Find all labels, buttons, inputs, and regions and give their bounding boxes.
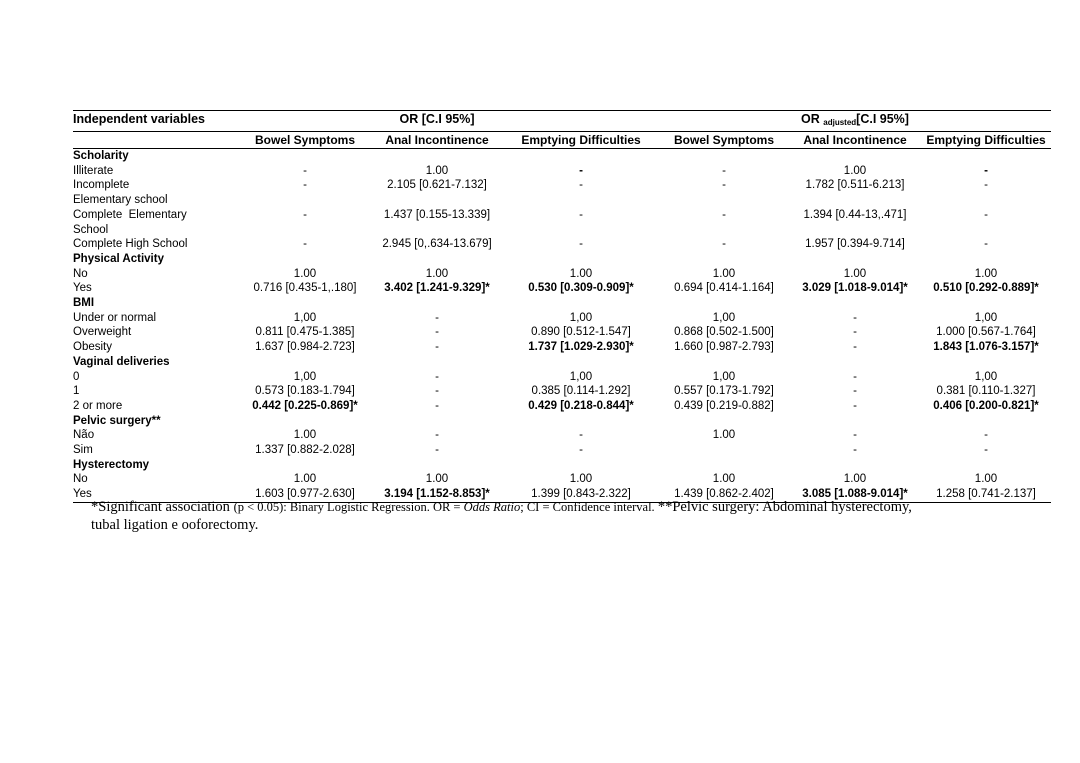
table-cell: 1.337 [0.882-2.028]: [255, 444, 355, 457]
table-row: [73, 325, 1051, 340]
table-cell: 1.00: [569, 473, 593, 486]
table-cell: 1.782 [0.511-6.213]: [805, 179, 905, 192]
section-row: [73, 149, 1051, 164]
table-cell: -: [579, 429, 583, 442]
row-label: Não: [73, 429, 95, 442]
header-or-adjusted-group: OR $_{adjusted}$[C.I 95%]: [789, 111, 921, 132]
header-or-group: OR [C.I 95%]: [371, 111, 503, 132]
table-cell: 2.945 [0,.634-13.679]: [382, 238, 492, 251]
table-cell: 1.00: [293, 473, 317, 486]
table-cell: -: [722, 208, 726, 221]
table-cell: -: [303, 164, 307, 177]
table-cell: -: [579, 179, 583, 192]
table-row: [73, 237, 1051, 252]
section-physical-activity: Physical Activity: [73, 252, 164, 265]
table-cell: 1,00: [974, 311, 998, 324]
table-row: [73, 443, 1051, 458]
table-footnote: [91, 498, 1051, 534]
row-label-continuation: Elementary school: [73, 194, 168, 207]
table-cell: 0.439 [0.219-0.882]: [674, 399, 774, 412]
table-cell: 1,00: [712, 311, 736, 324]
row-label: 0: [73, 370, 80, 383]
table-cell: [659, 443, 789, 458]
table-cell: 1.437 [0.155-13.339]: [383, 208, 491, 221]
table-cell: 1.00: [425, 164, 449, 177]
header-row-columns: [73, 132, 1051, 149]
table-row: [73, 267, 1051, 282]
table-cell: -: [984, 208, 988, 221]
table-cell: 1,00: [293, 370, 317, 383]
table-cell: 0.385 [0.114-1.292]: [531, 385, 631, 398]
table-cell: 0.381 [0.110-1.327]: [936, 385, 1036, 398]
table-cell: 1.00: [425, 267, 449, 280]
row-label: 2 or more: [73, 399, 123, 412]
table-cell-significant: 1.737 [1.029-2.930]*: [528, 341, 634, 354]
table-cell: 1,00: [712, 370, 736, 383]
table-cell: 1.00: [293, 267, 317, 280]
footnote-pelvic-surgery: **Pelvic surgery: Abdominal hysterectomy,: [657, 499, 912, 515]
row-label: Yes: [73, 487, 239, 502]
table-cell-significant: 0.442 [0.225-0.869]*: [252, 399, 358, 412]
table-cell: -: [853, 399, 857, 412]
section-row: [73, 252, 1051, 267]
table-row: [73, 311, 1051, 326]
table-cell-significant: 3.085 [1.088-9.014]*: [789, 487, 921, 502]
footnote-ci: ; CI = Confidence interval.: [520, 500, 658, 514]
table-cell: -: [303, 238, 307, 251]
table-cell: 1.603 [0.977-2.630]: [239, 487, 371, 502]
table-cell: 1.399 [0.843-2.322]: [503, 487, 659, 502]
table-cell: 1.637 [0.984-2.723]: [255, 341, 355, 354]
table-cell: 1,00: [569, 311, 593, 324]
header-row-groups: [73, 111, 1051, 132]
table-cell: -: [303, 179, 307, 192]
table-row: [73, 428, 1051, 443]
section-bmi: BMI: [73, 297, 95, 310]
row-label: Overweight: [73, 326, 132, 339]
footnote-significance: *Significant association: [91, 499, 234, 515]
table-cell: 1.00: [569, 267, 593, 280]
table-cell: 1.957 [0.394-9.714]: [805, 238, 905, 251]
table-cell: 1,00: [293, 311, 317, 324]
table-cell: -: [579, 208, 583, 221]
table-cell: -: [435, 429, 439, 442]
footnote-line2: tubal ligation e ooforectomy.: [91, 517, 259, 533]
table-cell: -: [579, 444, 583, 457]
table-cell: 0.557 [0.173-1.792]: [674, 385, 774, 398]
col-header-emptying-difficulties: Emptying Difficulties: [503, 132, 659, 149]
section-vaginal-deliveries: Vaginal deliveries: [73, 355, 170, 368]
col-header-anal-incontinence: Anal Incontinence: [371, 132, 503, 149]
table-cell: -: [853, 385, 857, 398]
table-row: [73, 178, 1051, 193]
table-cell: -: [435, 444, 439, 457]
table-cell: 1.394 [0.44-13,.471]: [803, 208, 907, 221]
table-cell: -: [984, 444, 988, 457]
section-scholarity: Scholarity: [73, 150, 129, 162]
table-cell: -: [984, 164, 988, 177]
row-label: Complete Elementary: [73, 208, 187, 221]
table-cell: 1.00: [712, 429, 736, 442]
table-cell: 0.868 [0.502-1.500]: [674, 326, 774, 339]
table-cell: -: [984, 429, 988, 442]
table-cell: -: [853, 444, 857, 457]
table-cell: 1.00: [843, 164, 867, 177]
table-cell: -: [853, 429, 857, 442]
row-label: No: [73, 473, 88, 486]
table-cell: -: [722, 164, 726, 177]
table-cell-significant: 0.429 [0.218-0.844]*: [528, 399, 634, 412]
col-header-anal-incontinence-adjusted: Anal Incontinence: [789, 132, 921, 149]
col-header-bowel-symptoms: Bowel Symptoms: [239, 132, 371, 149]
table-cell: 1,00: [974, 370, 998, 383]
table-row: [73, 384, 1051, 399]
section-row: [73, 355, 1051, 370]
table-cell: 1.000 [0.567-1.764]: [936, 326, 1036, 339]
table-cell: 1.00: [974, 267, 998, 280]
table-cell-significant: 0.510 [0.292-0.889]*: [933, 282, 1039, 295]
table-cell: 1.258 [0.741-2.137]: [921, 487, 1051, 502]
table-cell: 2.105 [0.621-7.132]: [387, 179, 487, 192]
table-cell: -: [303, 208, 307, 221]
row-label: Incomplete: [73, 179, 130, 192]
table-cell: -: [435, 399, 439, 412]
row-label: Sim: [73, 444, 93, 457]
table-cell: -: [722, 238, 726, 251]
row-label: Yes: [73, 282, 92, 295]
table-cell-significant: 0.406 [0.200-0.821]*: [933, 399, 1039, 412]
row-label: No: [73, 267, 88, 280]
table-cell: -: [435, 341, 439, 354]
table-cell: -: [853, 326, 857, 339]
table-cell: -: [435, 326, 439, 339]
table-cell: 1.660 [0.987-2.793]: [674, 341, 774, 354]
table-cell: 1.00: [712, 267, 736, 280]
row-label: Illiterate: [73, 164, 114, 177]
row-label: Obesity: [73, 341, 112, 354]
section-pelvic-surgery: Pelvic surgery**: [73, 414, 161, 427]
table-cell: -: [984, 238, 988, 251]
table-cell: 0.573 [0.183-1.794]: [255, 385, 355, 398]
table-row: [73, 281, 1051, 296]
table-cell: -: [579, 164, 583, 177]
table-row: [73, 340, 1051, 355]
row-label: Complete High School: [73, 238, 188, 251]
table-row-continuation: [73, 193, 1051, 208]
table-cell-significant: 1.843 [1.076-3.157]*: [933, 341, 1039, 354]
table-cell: 0.694 [0.414-1.164]: [674, 282, 774, 295]
table-row-continuation: [73, 223, 1051, 238]
table-cell: -: [435, 311, 439, 324]
table-row: [73, 472, 1051, 487]
table-row: [73, 370, 1051, 385]
table-cell-significant: 3.194 [1.152-8.853]*: [371, 487, 503, 502]
footnote-regression: (p < 0.05): Binary Logistic Regression. OR =: [233, 500, 464, 514]
section-row: [73, 414, 1051, 429]
table-cell-significant: 0.530 [0.309-0.909]*: [528, 282, 634, 295]
section-hysterectomy: Hysterectomy: [73, 458, 150, 471]
table-cell: -: [435, 370, 439, 383]
table-cell: 0.890 [0.512-1.547]: [531, 326, 631, 339]
table-cell: 1.00: [425, 473, 449, 486]
row-label: Under or normal: [73, 311, 157, 324]
table-row: [73, 164, 1051, 179]
table-cell: 1.00: [843, 267, 867, 280]
table-cell: 1.439 [0.862-2.402]: [659, 487, 789, 502]
table-cell: -: [853, 370, 857, 383]
table-cell: 1.00: [293, 429, 317, 442]
table-cell: -: [579, 238, 583, 251]
table-cell: 1.00: [712, 473, 736, 486]
table-row: [73, 399, 1051, 414]
col-header-bowel-symptoms-adjusted: Bowel Symptoms: [659, 132, 789, 149]
table-cell: -: [722, 179, 726, 192]
table-cell: 0.811 [0.475-1.385]: [255, 326, 355, 339]
section-row: [73, 296, 1051, 311]
row-label: 1: [73, 385, 80, 398]
table-cell: -: [435, 385, 439, 398]
footnote-odds-ratio: Odds Ratio: [463, 500, 521, 514]
table-cell-significant: 3.029 [1.018-9.014]*: [802, 282, 908, 295]
table-cell: 1.00: [974, 473, 998, 486]
table-cell: -: [853, 311, 857, 324]
row-label-continuation: School: [73, 223, 109, 236]
table-cell: -: [853, 341, 857, 354]
table-cell-significant: 3.402 [1.241-9.329]*: [384, 282, 490, 295]
odds-ratio-table: [73, 110, 1051, 503]
header-independent-variables: Independent variables: [73, 111, 239, 132]
table-row: [73, 208, 1051, 223]
table-cell: 1.00: [843, 473, 867, 486]
col-header-emptying-difficulties-adjusted: Emptying Difficulties: [921, 132, 1051, 149]
table-cell: 0.716 [0.435-1,.180]: [253, 282, 357, 295]
table-cell: -: [984, 179, 988, 192]
table-cell: 1,00: [569, 370, 593, 383]
section-row: [73, 458, 1051, 473]
